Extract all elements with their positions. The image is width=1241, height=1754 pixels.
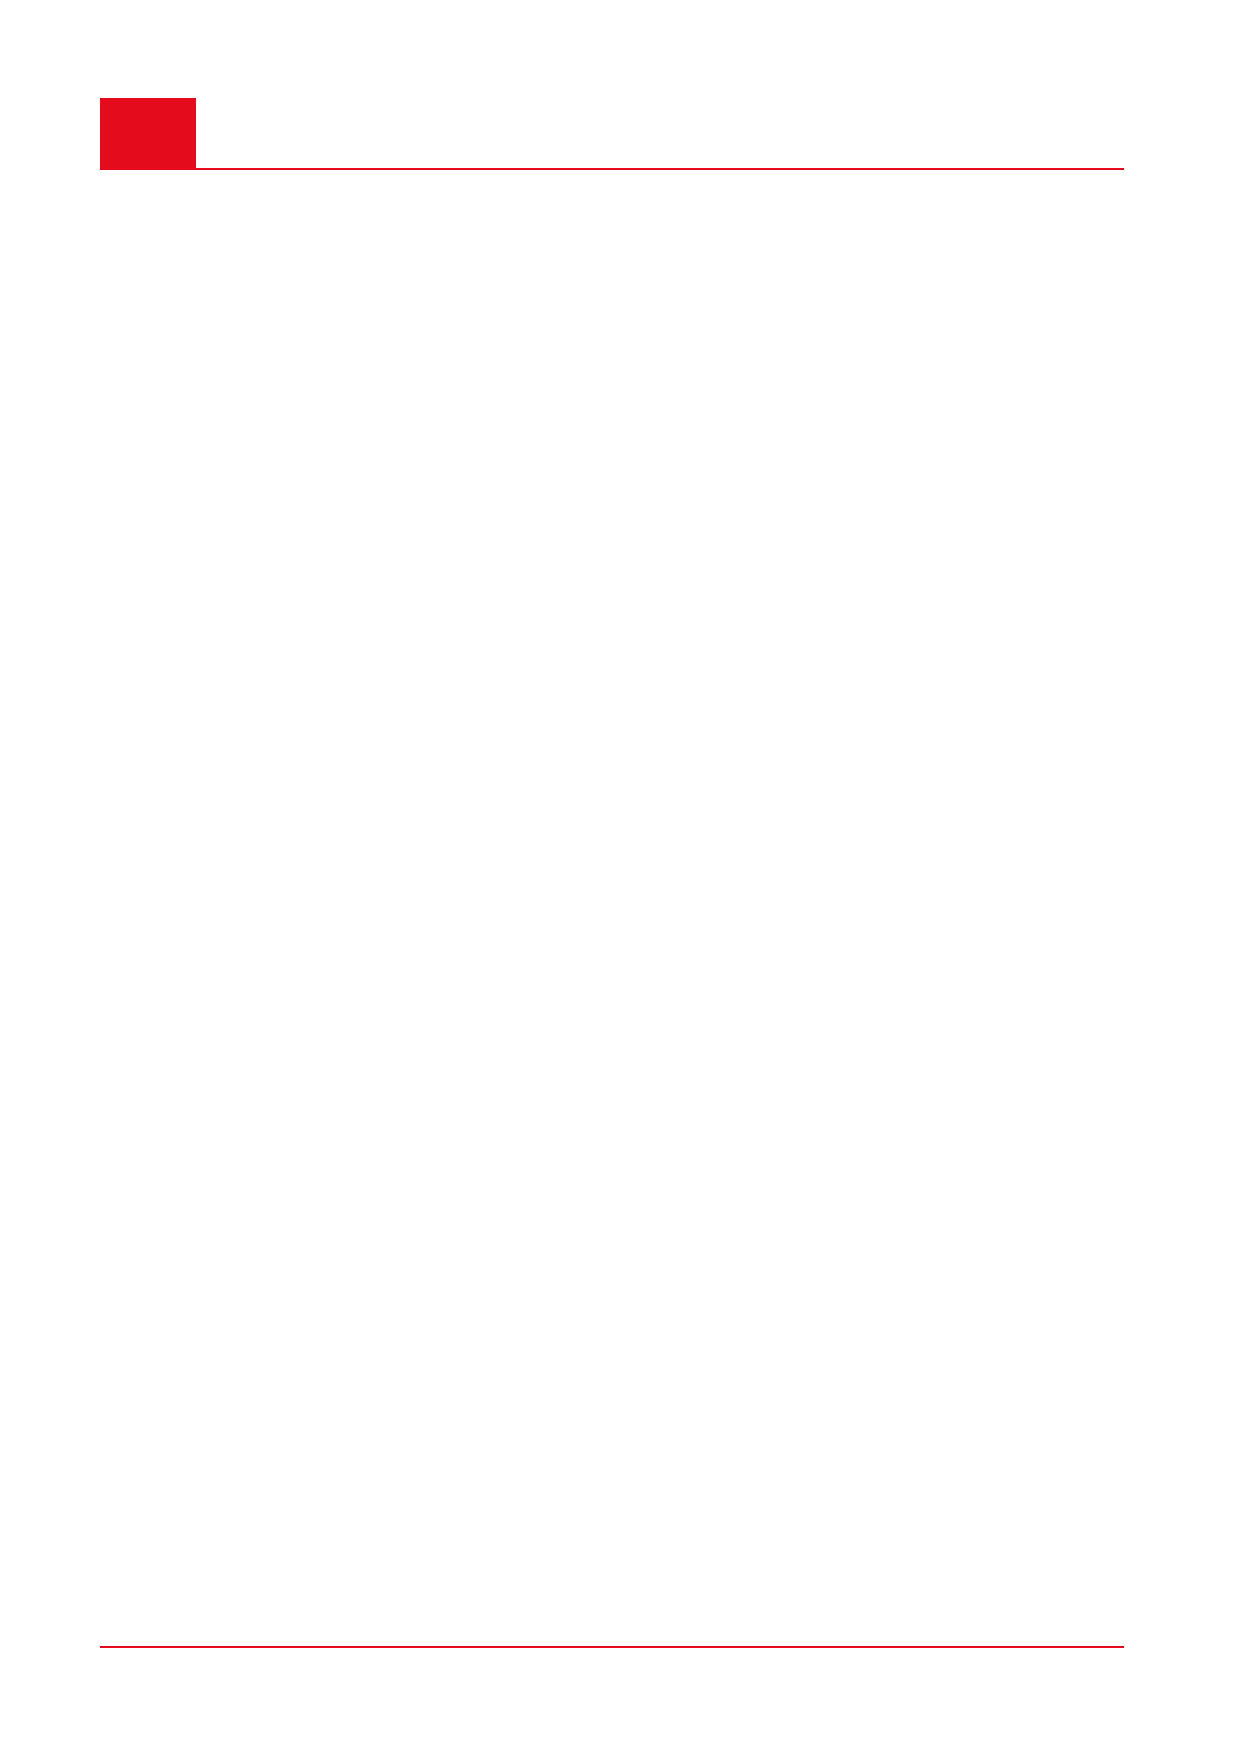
header-divider (100, 168, 1124, 170)
language-badge (100, 98, 196, 170)
footer-divider (100, 1646, 1124, 1648)
